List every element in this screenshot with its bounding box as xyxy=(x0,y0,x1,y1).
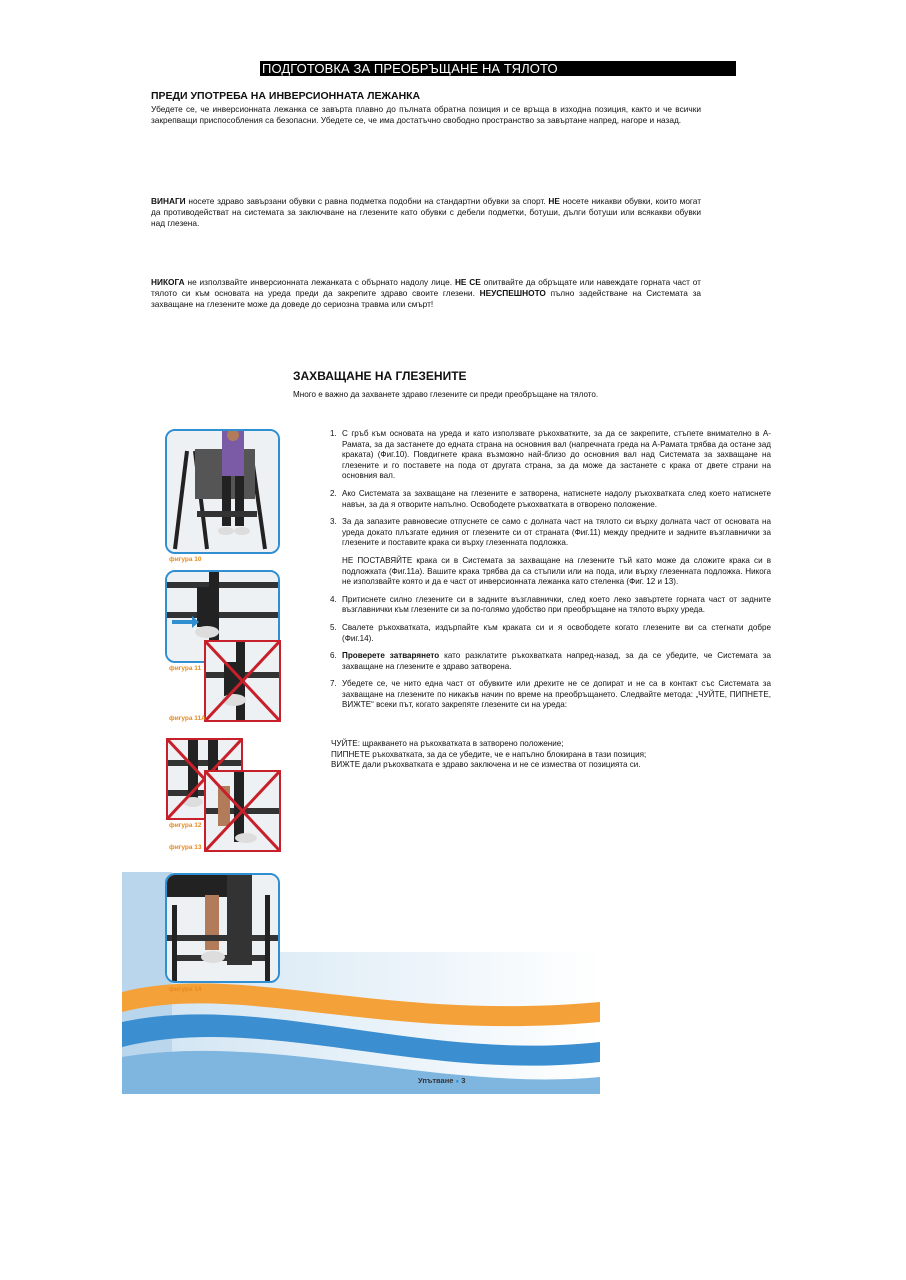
check-method-list xyxy=(331,739,711,771)
check-touch: ПИПНЕТЕ ръкохватката, за да се убедите, че е напълно блокирана в тази позиция; xyxy=(331,749,647,759)
step-6: 6. Проверете затварянето като разклатите ръкохватката напред-назад, за да се убедите, че Системата за захващане на глезените е здраво затворена. xyxy=(330,651,771,671)
always-paragraph xyxy=(151,196,701,229)
step-3-warning: НЕ ПОСТАВЯЙТЕ крака си в Системата за захващане на глезените тъй като може да сложите крака си в подложката (Фиг.11а). Вашите крака трябва да са стъпили или на пода, или върху глезенната подложка. Никога не използвайте която и да е част от инверсионната лежанка като стеленка (Фиг. 12 и 13). xyxy=(342,555,771,587)
never-text3: пълно задействане на Системата за захващане на глезените може да доведе до сериозна травма или смърт! xyxy=(151,288,701,309)
never-text2: опитвайте да обръщате или навеждате горната част от тялото си към основата на уреда преди да закрепите здраво своите глезени. xyxy=(151,277,701,298)
step-5: 5. Свалете ръкохватката, издърпайте към краката си и я освободете когато глезените ви са стегнати добре (Фиг.14). xyxy=(330,622,771,643)
ankle-heading: ЗАХВАЩАНЕ НА ГЛЕЗЕНИТЕ xyxy=(293,369,467,383)
never-paragraph xyxy=(151,277,701,310)
never-lead: НИКОГА xyxy=(151,277,185,287)
never-bold2: НЕ СЕ xyxy=(454,277,481,287)
ankle-intro: Много е важно да захванете здраво глезените си преди преобръщане на тялото. xyxy=(293,390,599,399)
before-use-heading: ПРЕДИ УПОТРЕБА НА ИНВЕРСИОННАТА ЛЕЖАНКА xyxy=(151,90,421,102)
ankle-steps xyxy=(330,429,771,711)
footer-bullet: ● xyxy=(455,1079,460,1085)
figure-11a-image xyxy=(204,640,281,722)
figure-14-label: фигура 14 xyxy=(169,986,202,993)
check-hear: ЧУЙТЕ: щракването на ръкохватката в затворено положение; xyxy=(331,739,564,748)
step-1: 1. С гръб към основата на уреда и като използвате ръкохватките, за да се закрепите, стъпете внимателно в А-Рамата, за да застанете до едната страна на основния вал (напречната греда на А-Рамата трябва да остане зад краката) (Фиг.10). Повдигнете крака възможно най-близо до основния вал над Системата за захващане на глезените и го поставете на пода от другата страна, за да може да застанете с крака от двете страни на основния вал. xyxy=(330,429,771,481)
figure-13-label: фигура 13 xyxy=(169,844,202,851)
always-bold: НЕ xyxy=(548,196,560,206)
step-4: 4. Притиснете силно глезените си в задните възглавнички, след което леко завъртете горната част от задните възглавнички към глезените си за по-голямо удобство при преобръщане на тялото върху уреда. xyxy=(330,594,771,615)
always-text2: носете никакви обувки, които могат да противодействат на системата за заключване на глезените като обувки с дебели подметки, ботуши, дълги ботуши или всякакви обувки над глезена. xyxy=(151,196,702,228)
check-see: ВИЖТЕ дали ръкохватката е здраво заключена и не се измества от позицията си. xyxy=(331,760,641,770)
footer-page-number: 3 xyxy=(461,1076,466,1085)
figure-14-image xyxy=(165,873,280,983)
before-use-text: Убедете се, че инверсионната лежанка се завърта плавно до пълната обратна позиция и се връща в изходна позиция, както и че всички закрепващи приспособления са безопасни. Убедете се, че има достатъчно свободно пространство за завъртане напред, нагоре и назад. xyxy=(151,104,701,125)
step-2: 2. Ако Системата за захващане на глезените е затворена, натиснете надолу ръкохватката след което натиснете навън, за да я отворите напълно. Освободете ръкохватката в отворено положение. xyxy=(330,488,771,509)
figure-10-label: фигура 10 xyxy=(169,556,202,563)
always-lead: ВИНАГИ xyxy=(151,196,186,206)
never-text1: не използвайте инверсионната лежанката с обърнато надолу лице. xyxy=(184,277,455,287)
always-text1: носете здраво завързани обувки с равна подметка подобни на стандартни обувки за спорт. xyxy=(185,196,549,206)
figure-10-image xyxy=(165,429,280,554)
figure-11-label: фигура 11 xyxy=(169,665,202,672)
never-bold3: НЕУСПЕШНОТО xyxy=(479,288,546,298)
figure-11a-label: фигура 11А xyxy=(169,715,206,722)
figure-13-image xyxy=(204,770,281,852)
page-footer xyxy=(418,1076,465,1085)
page-title: ПОДГОТОВКА ЗА ПРЕОБРЪЩАНЕ НА ТЯЛОТО xyxy=(260,61,736,76)
step-3: 3. За да запазите равновесие отпуснете се само с долната част на тялото си върху долната част от основата на уреда докато плъзгате единия от глезените си от страната (Фиг.11) между предните и задните възглавнички за глезените и поставите крака си върху глезенната подложка. xyxy=(330,517,771,548)
footer-label: Упътване xyxy=(418,1076,454,1085)
step-7: 7. Убедете се, че нито една част от обувките или дрехите не се допират и не са в контакт със Системата за захващане на глезените по никакъв начин по време на преобръщането. Следвайте метода: „ЧУЙТЕ, ПИПНЕТЕ, ВИЖТЕ“ всеки път, когато закрепяте глезените си на уреда: xyxy=(330,679,771,710)
figure-12-label: фигура 12 xyxy=(169,822,202,829)
